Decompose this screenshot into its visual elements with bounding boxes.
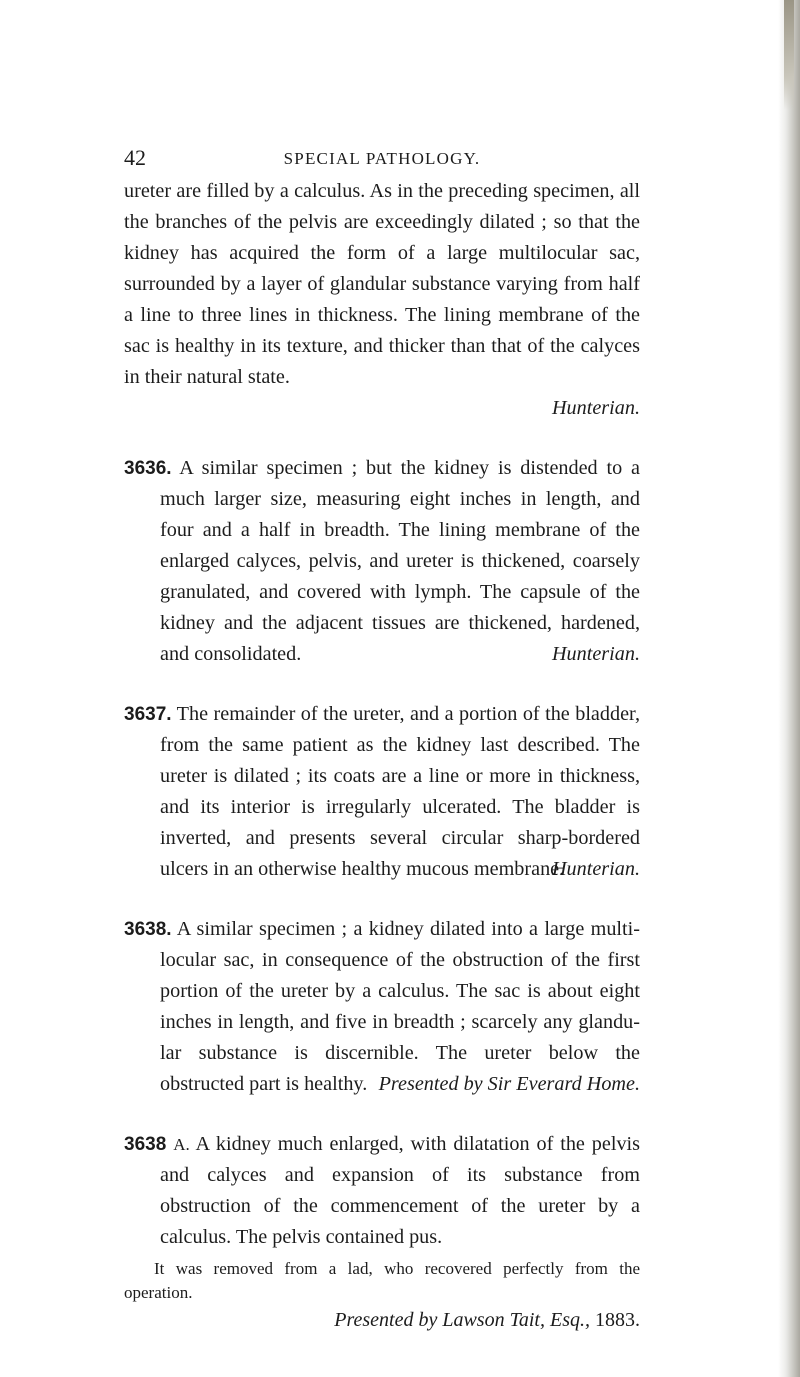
continuation-source: Hunterian. xyxy=(551,397,640,419)
catalogue-entry-3638a xyxy=(124,1129,640,1253)
binding-mark xyxy=(784,0,794,110)
entry-text: A similar specimen ; but the kidney is distended to a much larger size, measuring eight inches in length, and four and a half in breadth. The lining membrane of the enlarged calyces, pelvis, and ureter is thickened, coarsely granulated, and covered with lymph. The capsule of the kidney and the adjacent tissues are thickened, hardened, and consolidated. xyxy=(160,457,640,665)
book-spine-shadow xyxy=(778,0,800,1377)
page-number: 42 xyxy=(124,145,146,170)
entry-note: It was removed from a lad, who recovered perfectly from the operation. xyxy=(124,1259,640,1302)
catalogue-entry-3636 xyxy=(124,453,640,670)
catalogue-entry-3638 xyxy=(124,914,640,1100)
entry-number: 3638. xyxy=(124,919,172,940)
credit-year: 1883. xyxy=(595,1309,640,1331)
catalogue-entry-3637 xyxy=(124,699,640,885)
continuation-paragraph xyxy=(124,176,640,424)
entry-text: A kidney much enlarged, with dilatation of the pelvis and calyces and expansion of its substance from obstruction of the commencement of the ureter by a calculus. The pelvis contained pus. xyxy=(160,1133,640,1248)
entry-source: Presented by Sir Everard Home. xyxy=(378,1073,640,1095)
entry-number: 3638 xyxy=(124,1134,167,1155)
entry-suffix: A. xyxy=(173,1135,190,1154)
entry-source: Hunterian. xyxy=(551,643,640,665)
entry-number: 3637. xyxy=(124,704,172,725)
running-head: SPECIAL PATHOLOGY. xyxy=(283,149,481,168)
entry-source: Hunterian. xyxy=(551,858,640,880)
credit-text: Presented by Lawson Tait, Esq., xyxy=(334,1309,590,1331)
entry-text: The remainder of the ureter, and a portion of the bladder, from the same patient as the kidney last described. The ureter is dilated ; its coats are a line or more in thickness, and its interior is irregularly ulcerated. The bladder is inverted, and presents several circular sharp-bordered ulcers in an otherwise healthy mucous membrane. xyxy=(160,703,640,880)
continuation-text: ureter are filled by a calculus. As in the preceding specimen, all the branches of the pelvis are exceedingly dilated ; so that the kidney has acquired the form of a large multilocular sac, surrounded by a layer of glandular substance varying from half a line to three lines in thickness. The lining membrane of the sac is healthy in its texture, and thicker than that of the calyces in their natural state. xyxy=(124,180,640,388)
page-header xyxy=(124,145,640,173)
entry-number: 3636. xyxy=(124,458,172,479)
page-body xyxy=(124,176,640,1333)
entry-text: A similar specimen ; a kidney dilated into a large multilocular sac, in consequence of the obstruction of the first portion of the ureter by a calculus. The sac is about eight inches in length, and five in breadth ; scarcely any glandular substance is discernible. The ureter below the obstructed part is healthy. xyxy=(160,918,640,1095)
entry-credit xyxy=(124,1307,640,1333)
